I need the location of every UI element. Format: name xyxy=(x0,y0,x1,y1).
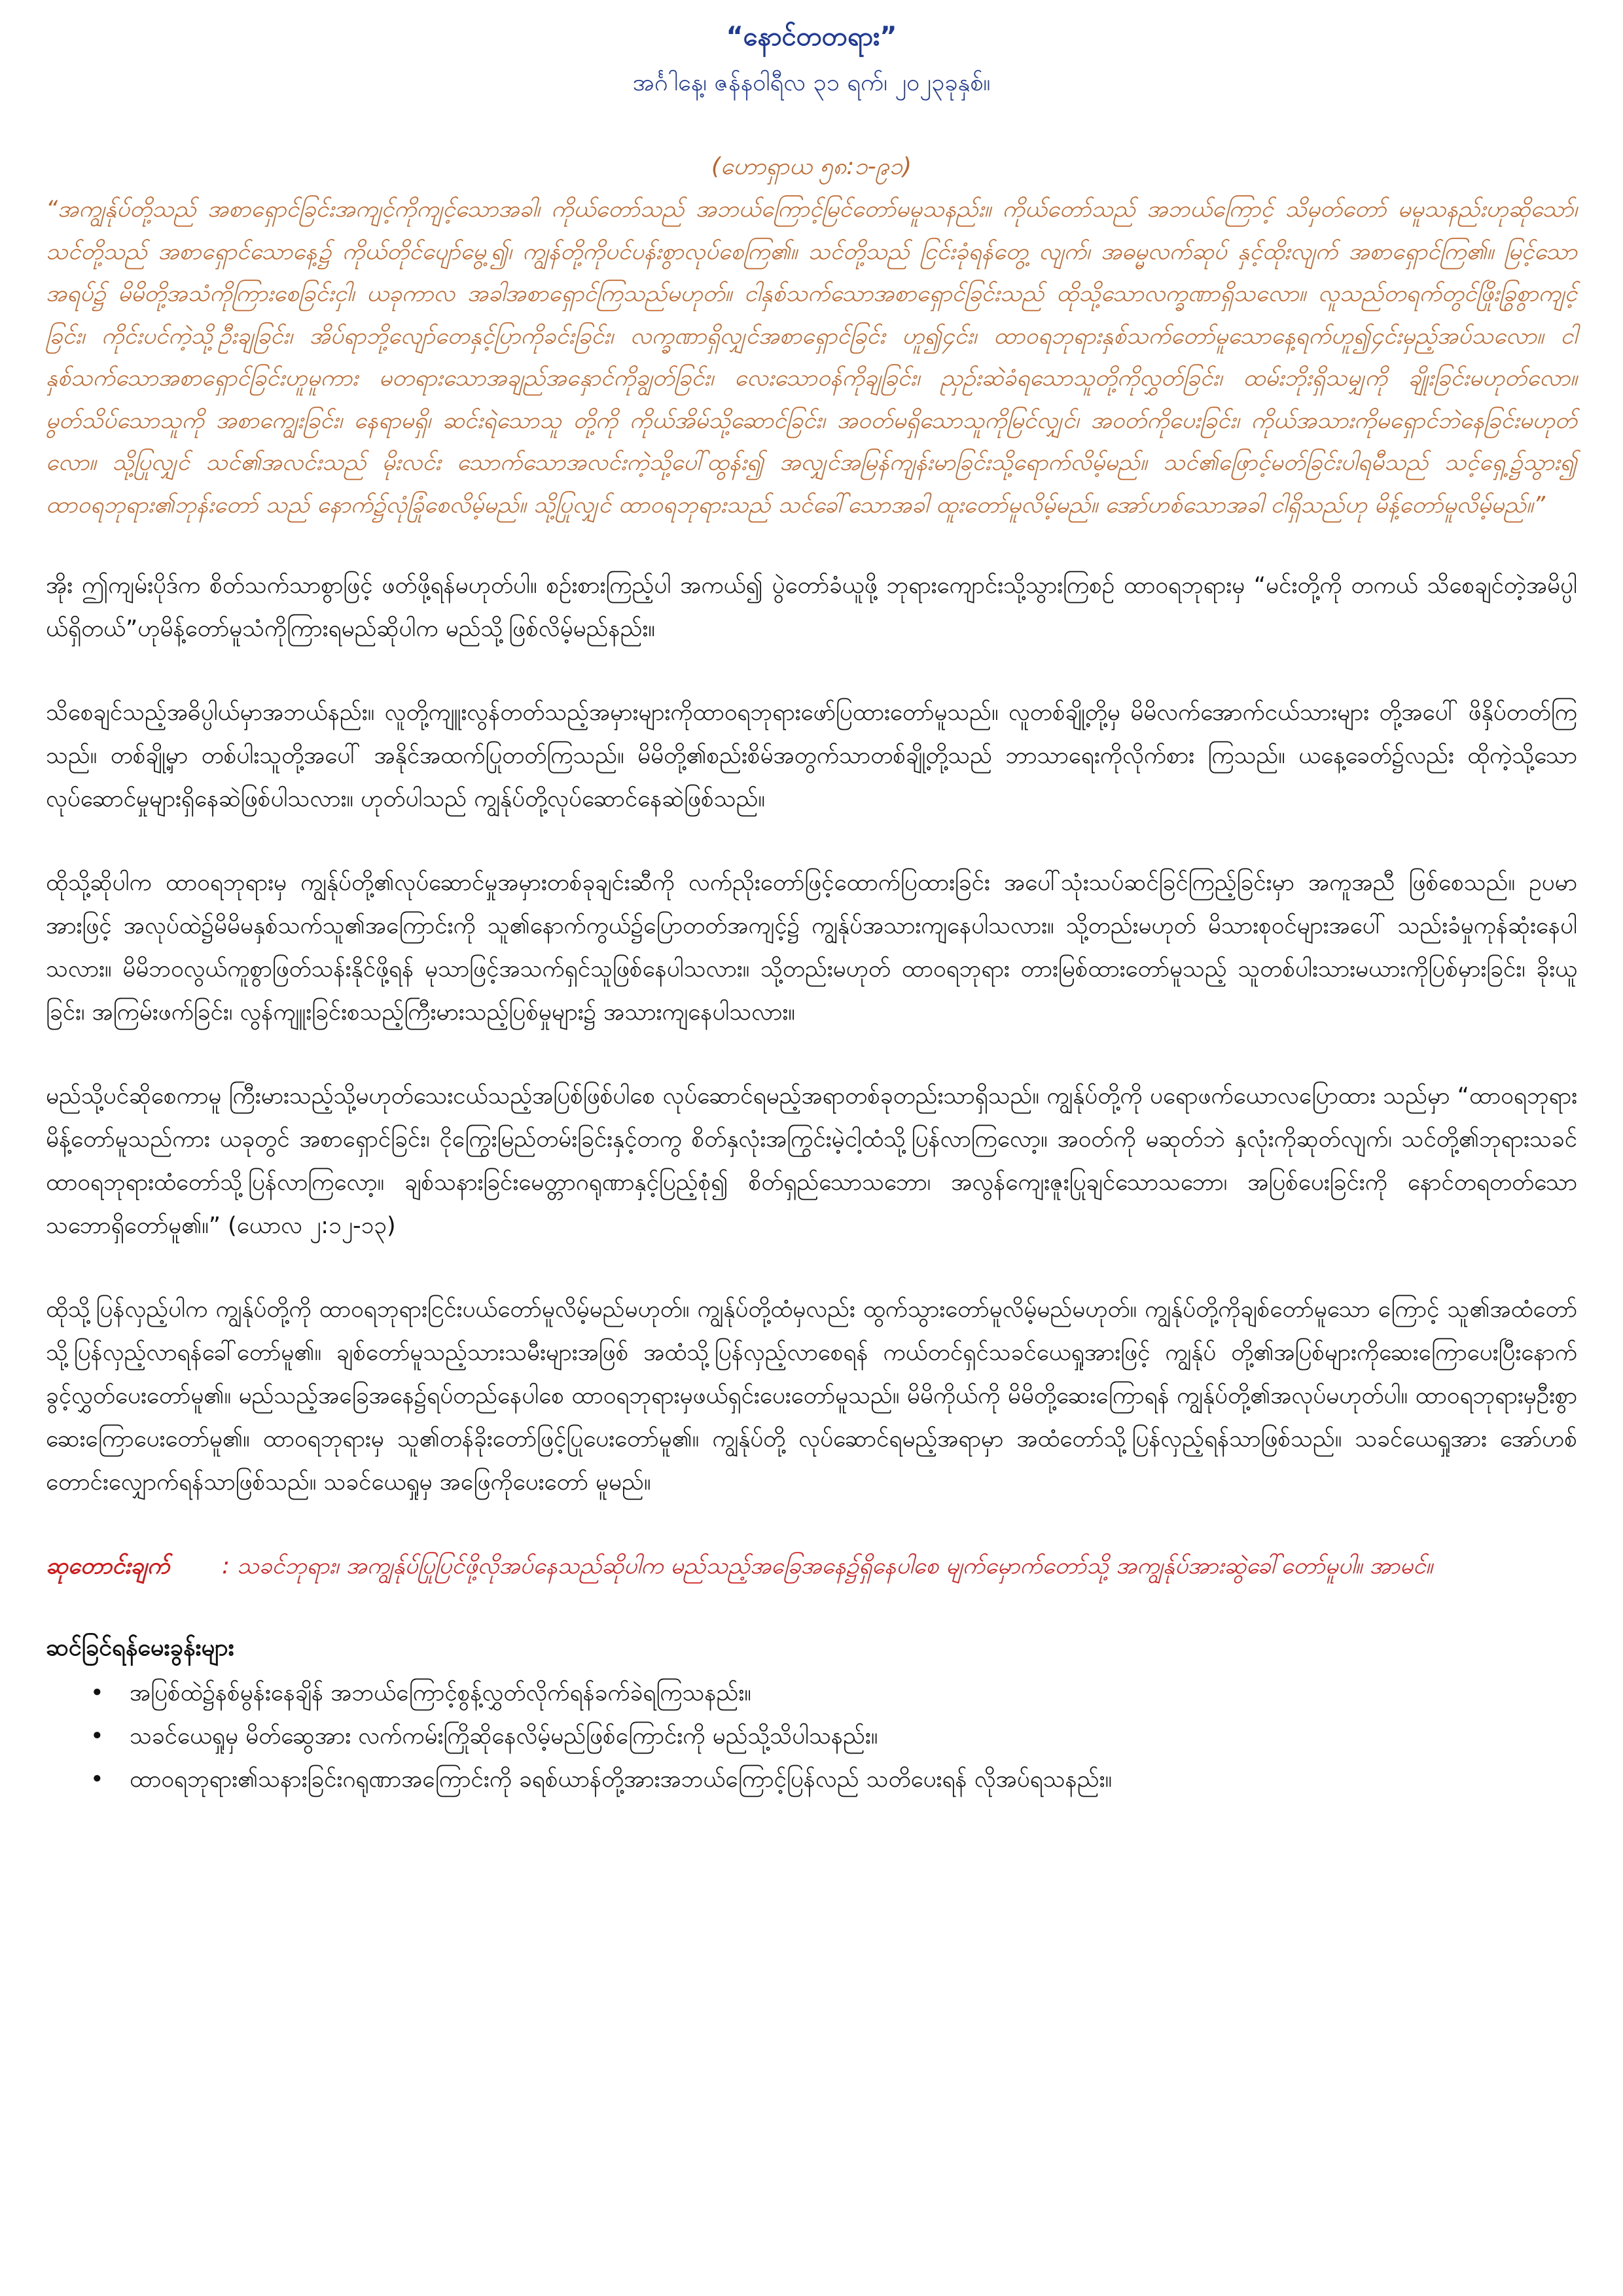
question-text: သခင်ယေရှုမှ မိတ်ဆွေအား လက်ကမ်းကြိုဆိုနေလိမ့်မည်ဖြစ်ကြောင်းကို မည်သို့သိပါသနည်း။ xyxy=(130,1723,878,1749)
question-item xyxy=(46,1715,1577,1758)
bullet-icon: • xyxy=(90,1767,104,1793)
body-paragraph-1: အိုး ဤကျမ်းပိုဒ်က စိတ်သက်သာစွာဖြင့် ဖတ်ဖို့ရန်မဟုတ်ပါ။ စဉ်းစားကြည့်ပါ အကယ်၍ ပွဲတော်ခံယူဖို့ ဘုရားကျောင်းသို့သွားကြစဉ် ထာဝရဘုရားမှ “မင်းတို့ကို တကယ် သိစေချင်တဲ့အမိပ္ပါယ်ရှိတယ်”ဟုမိန့်တော်မူသံကိုကြားရမည်ဆိုပါက မည်သို့ဖြစ်လိမ့်မည်နည်း။ xyxy=(46,573,1577,642)
page-title: “နောင်တတရား” xyxy=(726,22,897,52)
scripture-text: “အကျွန်ုပ်တို့သည် အစာရှောင်ခြင်းအကျင့်ကိုကျင့်သောအခါ၊ ကိုယ်တော်သည် အဘယ်ကြောင့်မြင်တော်မမူသနည်း။ ကိုယ်တော်သည် အဘယ်ကြောင့် သိမှတ်တော် မမူသနည်းဟုဆိုသော်၊ သင်တို့သည် အစာရှောင်သောနေ့၌ ကိုယ်တိုင်ပျော်မွေ့၍၊ ကျွန်တို့ကိုပင်ပန်းစွာလုပ်စေကြ၏။ သင်တို့သည် ငြင်းခုံရန်တွေ့ လျက်၊ အဓမ္မလက်ဆုပ် နှင့်ထိုးလျက် အစာရှောင်ကြ၏။ မြင့်သောအရပ်၌ မိမိတို့အသံကိုကြားစေခြင်းငှါ၊ ယခုကာလ အခါအစာရှောင်ကြသည်မဟုတ်။ ငါနှစ်သက်သောအစာရှောင်ခြင်းသည် ထိုသို့သောလက္ခဏာရှိသလော။ လူသည်တရက်တွင်ဖြိုးခြွစွာကျင့်ခြင်း၊ ကိုင်းပင်ကဲ့သို့ဦးချခြင်း၊ အိပ်ရာဘို့လျော်တေနှင့်ပြာကိုခင်းခြင်း၊ လက္ခဏာရှိလျှင်အစာရှောင်ခြင်း ဟူ၍၄င်း၊ ထာဝရဘုရားနှစ်သက်တော်မူသောနေ့ရက်ဟူ၍၄င်းမှည့်အပ်သလော။ ငါနှစ်သက်သောအစာရှောင်ခြင်းဟူမူကား မတရားသောအချည်အနှောင်ကိုချွတ်ခြင်း၊ လေးသောဝန်ကိုချခြင်း၊ ညှဉ်းဆဲခံရသောသူတို့ကိုလွှတ်ခြင်း၊ ထမ်းဘိုးရှိသမျှကို ချိုးခြင်းမဟုတ်လော။ မွတ်သိပ်သောသူကို အစာကျွေးခြင်း၊ နေရာမရှိ၊ ဆင်းရဲသောသူ တို့ကို ကိုယ်အိမ်သို့ဆောင်ခြင်း၊ အဝတ်မရှိသောသူကိုမြင်လျှင်၊ အဝတ်ကိုပေးခြင်း၊ ကိုယ်အသားကိုမရှောင်ဘဲနေခြင်းမဟုတ်လော။ သို့ပြုလျှင် သင်၏အလင်းသည် မိုးလင်း သောက်သောအလင်းကဲ့သို့ပေါ်ထွန်း၍ အလျှင်အမြန်ကျန်းမာခြင်းသို့ရောက်လိမ့်မည်။ သင်၏ဖြောင့်မတ်ခြင်းပါရမီသည် သင့်ရှေ့၌သွား၍ ထာဝရဘုရား၏ဘုန်းတော် သည် နောက်၌လုံခြုံစေလိမ့်မည်။ သို့ပြုလျှင် ထာဝရဘုရားသည် သင်ခေါ်သောအခါ ထူးတော်မူလိမ့်မည်။ အော်ဟစ်သောအခါ ငါရှိသည်ဟု မိန့်တော်မူလိမ့်မည်။” xyxy=(46,196,1577,518)
question-item xyxy=(46,1672,1577,1715)
page-date: အင်္ဂါနေ့၊ ဇန်နဝါရီလ ၃၁ ရက်၊ ၂၀၂၃ခုနှစ်။ xyxy=(632,69,991,96)
questions-heading: ဆင်ခြင်ရန်မေးခွန်းများ xyxy=(46,1634,234,1661)
body-paragraph-5: ထိုသို့ပြန်လှည့်ပါက ကျွန်ုပ်တို့ကို ထာဝရဘုရားငြင်းပယ်တော်မူလိမ့်မည်မဟုတ်။ ကျွန်ုပ်တို့ထံမှလည်း ထွက်သွားတော်မူလိမ့်မည်မဟုတ်။ ကျွန်ုပ်တို့ကိုချစ်တော်မူသော ကြောင့် သူ၏အထံတော်သို့ပြန်လှည့်လာရန်ခေါ်တော်မူ၏။ ချစ်တော်မူသည့်သားသမီးများအဖြစ် အထံသို့ပြန်လှည့်လာစေရန် ကယ်တင်ရှင်သခင်ယေရှုအားဖြင့် ကျွန်ုပ် တို့၏အပြစ်များကိုဆေးကြောပေးပြီးနောက် ခွင့်လွှတ်ပေးတော်မူ၏။ မည်သည့်အခြေအနေ၌ရပ်တည်နေပါစေ ထာဝရဘုရားမှဖယ်ရှင်းပေးတော်မူသည်။ မိမိကိုယ်ကို မိမိတို့ဆေးကြောရန် ကျွန်ုပ်တို့၏အလုပ်မဟုတ်ပါ။ ထာဝရဘုရားမှဦးစွာ ဆေးကြောပေးတော်မူ၏။ ထာဝရဘုရားမှ သူ၏တန်ခိုးတော်ဖြင့်ပြုပေးတော်မူ၏။ ကျွန်ုပ်တို့ လုပ်ဆောင်ရမည့်အရာမှာ အထံတော်သို့ပြန်လှည့်ရန်သာဖြစ်သည်။ သခင်ယေရှုအား အော်ဟစ်တောင်းလျှောက်ရန်သာဖြစ်သည်။ သခင်ယေရှုမှ အဖြေကိုပေးတော် မူမည်။ xyxy=(46,1297,1577,1496)
body-paragraph-4: မည်သို့ပင်ဆိုစေကာမူ ကြီးမားသည့်သို့မဟုတ်သေးငယ်သည့်အပြစ်ဖြစ်ပါစေ လုပ်ဆောင်ရမည့်အရာတစ်ခုတည်းသာရှိသည်။ ကျွန်ုပ်တို့ကို ပရောဖက်ယောလပြောထား သည်မှာ “ထာဝရဘုရားမိန့်တော်မူသည်ကား ယခုတွင် အစာရှောင်ခြင်း၊ ငိုကြွေးမြည်တမ်းခြင်းနှင့်တကွ စိတ်နှလုံးအကြွင်းမဲ့ငါ့ထံသို့ပြန်လာကြလော့။ အဝတ်ကို မဆုတ်ဘဲ နှလုံးကိုဆုတ်လျက်၊ သင်တို့၏ဘုရားသခင်ထာဝရဘုရားထံတော်သို့ပြန်လာကြလော့။ ချစ်သနားခြင်းမေတ္တာဂရုဏာနှင့်ပြည့်စုံ၍ စိတ်ရှည်သောသဘော၊ အလွန်ကျေးဇူးပြုချင်သောသဘော၊ အပြစ်ပေးခြင်းကို နောင်တရတတ်သောသဘောရှိတော်မူ၏။” (ယောလ ၂:၁၂-၁၃) xyxy=(46,1083,1577,1239)
prayer-block xyxy=(46,1545,1577,1588)
body-paragraph-2: သိစေချင်သည့်အဓိပ္ပါယ်မှာအဘယ်နည်း။ လူတို့ကျူးလွန်တတ်သည့်အမှားများကိုထာဝရဘုရားဖော်ပြထားတော်မူသည်။ လူတစ်ချို့တို့မှ မိမိလက်အောက်ငယ်သားများ တို့အပေါ် ဖိနှိပ်တတ်ကြသည်။ တစ်ချို့မှာ တစ်ပါးသူတို့အပေါ် အနိုင်အထက်ပြုတတ်ကြသည်။ မိမိတို့၏စည်းစိမ်အတွက်သာတစ်ချို့တို့သည် ဘာသာရေးကိုလိုက်စား ကြသည်။ ယနေ့ခေတ်၌လည်း ထိုကဲ့သို့သောလုပ်ဆောင်မှုများရှိနေဆဲဖြစ်ပါသလား။ ဟုတ်ပါသည် ကျွန်ုပ်တို့လုပ်ဆောင်နေဆဲဖြစ်သည်။ xyxy=(46,700,1577,812)
prayer-label: ဆုတောင်းချက် xyxy=(46,1553,170,1579)
question-item xyxy=(46,1758,1577,1801)
scripture-reference: (ဟောရှာယ ၅၈:၁-၉၁) xyxy=(711,153,912,180)
questions-list xyxy=(46,1672,1577,1801)
document-page xyxy=(46,0,1577,1801)
body-paragraph-3: ထိုသို့ဆိုပါက ထာဝရဘုရားမှ ကျွန်ုပ်တို့၏လုပ်ဆောင်မှုအမှားတစ်ခုချင်းဆီကို လက်ညိုးတော်ဖြင့်ထောက်ပြထားခြင်း အပေါ်သုံးသပ်ဆင်ခြင်ကြည့်ခြင်းမှာ အကူအညီ ဖြစ်စေသည်။ ဥပမာအားဖြင့် အလုပ်ထဲ၌မိမိမနှစ်သက်သူ၏အကြောင်းကို သူ၏နောက်ကွယ်၌ပြောတတ်အကျင့်၌ ကျွန်ုပ်အသားကျနေပါသလား။ သို့တည်းမဟုတ် မိသားစုဝင်များအပေါ် သည်းခံမှုကုန်ဆုံးနေပါသလား။ မိမိဘဝလွယ်ကူစွာဖြတ်သန်းနိုင်ဖို့ရန် မုသာဖြင့်အသက်ရှင်သူဖြစ်နေပါသလား။ သို့တည်းမဟုတ် ထာဝရဘုရား တားမြစ်ထားတော်မူသည့် သူတစ်ပါးသားမယားကိုပြစ်မှားခြင်း၊ ခိုးယူခြင်း၊ အကြမ်းဖက်ခြင်း၊ လွန်ကျူးခြင်းစသည့်ကြီးမားသည့်ပြစ်မှုများ၌ အသားကျနေပါသလား။ xyxy=(46,870,1577,1026)
bullet-icon: • xyxy=(90,1680,104,1706)
prayer-text: : သခင်ဘုရား၊ အကျွန်ုပ်ပြုပြင်ဖို့လိုအပ်နေသည်ဆိုပါက မည်သည့်အခြေအနေ၌ရှိနေပါစေ မျက်မှောက်တော်သို့ အကျွန်ုပ်အားဆွဲခေါ်တော်မူပါ။ အာမင်။ xyxy=(222,1553,1433,1579)
question-text: ထာဝရဘုရား၏သနားခြင်းဂရုဏာအကြောင်းကို ခရစ်ယာန်တို့အားအဘယ်ကြောင့်ပြန်လည် သတိပေးရန် လိုအပ်ရသနည်း။ xyxy=(130,1767,1113,1793)
bullet-icon: • xyxy=(90,1723,104,1749)
question-text: အပြစ်ထဲ၌နစ်မွန်းနေချိန် အဘယ်ကြောင့်စွန့်လွှတ်လိုက်ရန်ခက်ခဲရကြသနည်း။ xyxy=(130,1680,751,1706)
